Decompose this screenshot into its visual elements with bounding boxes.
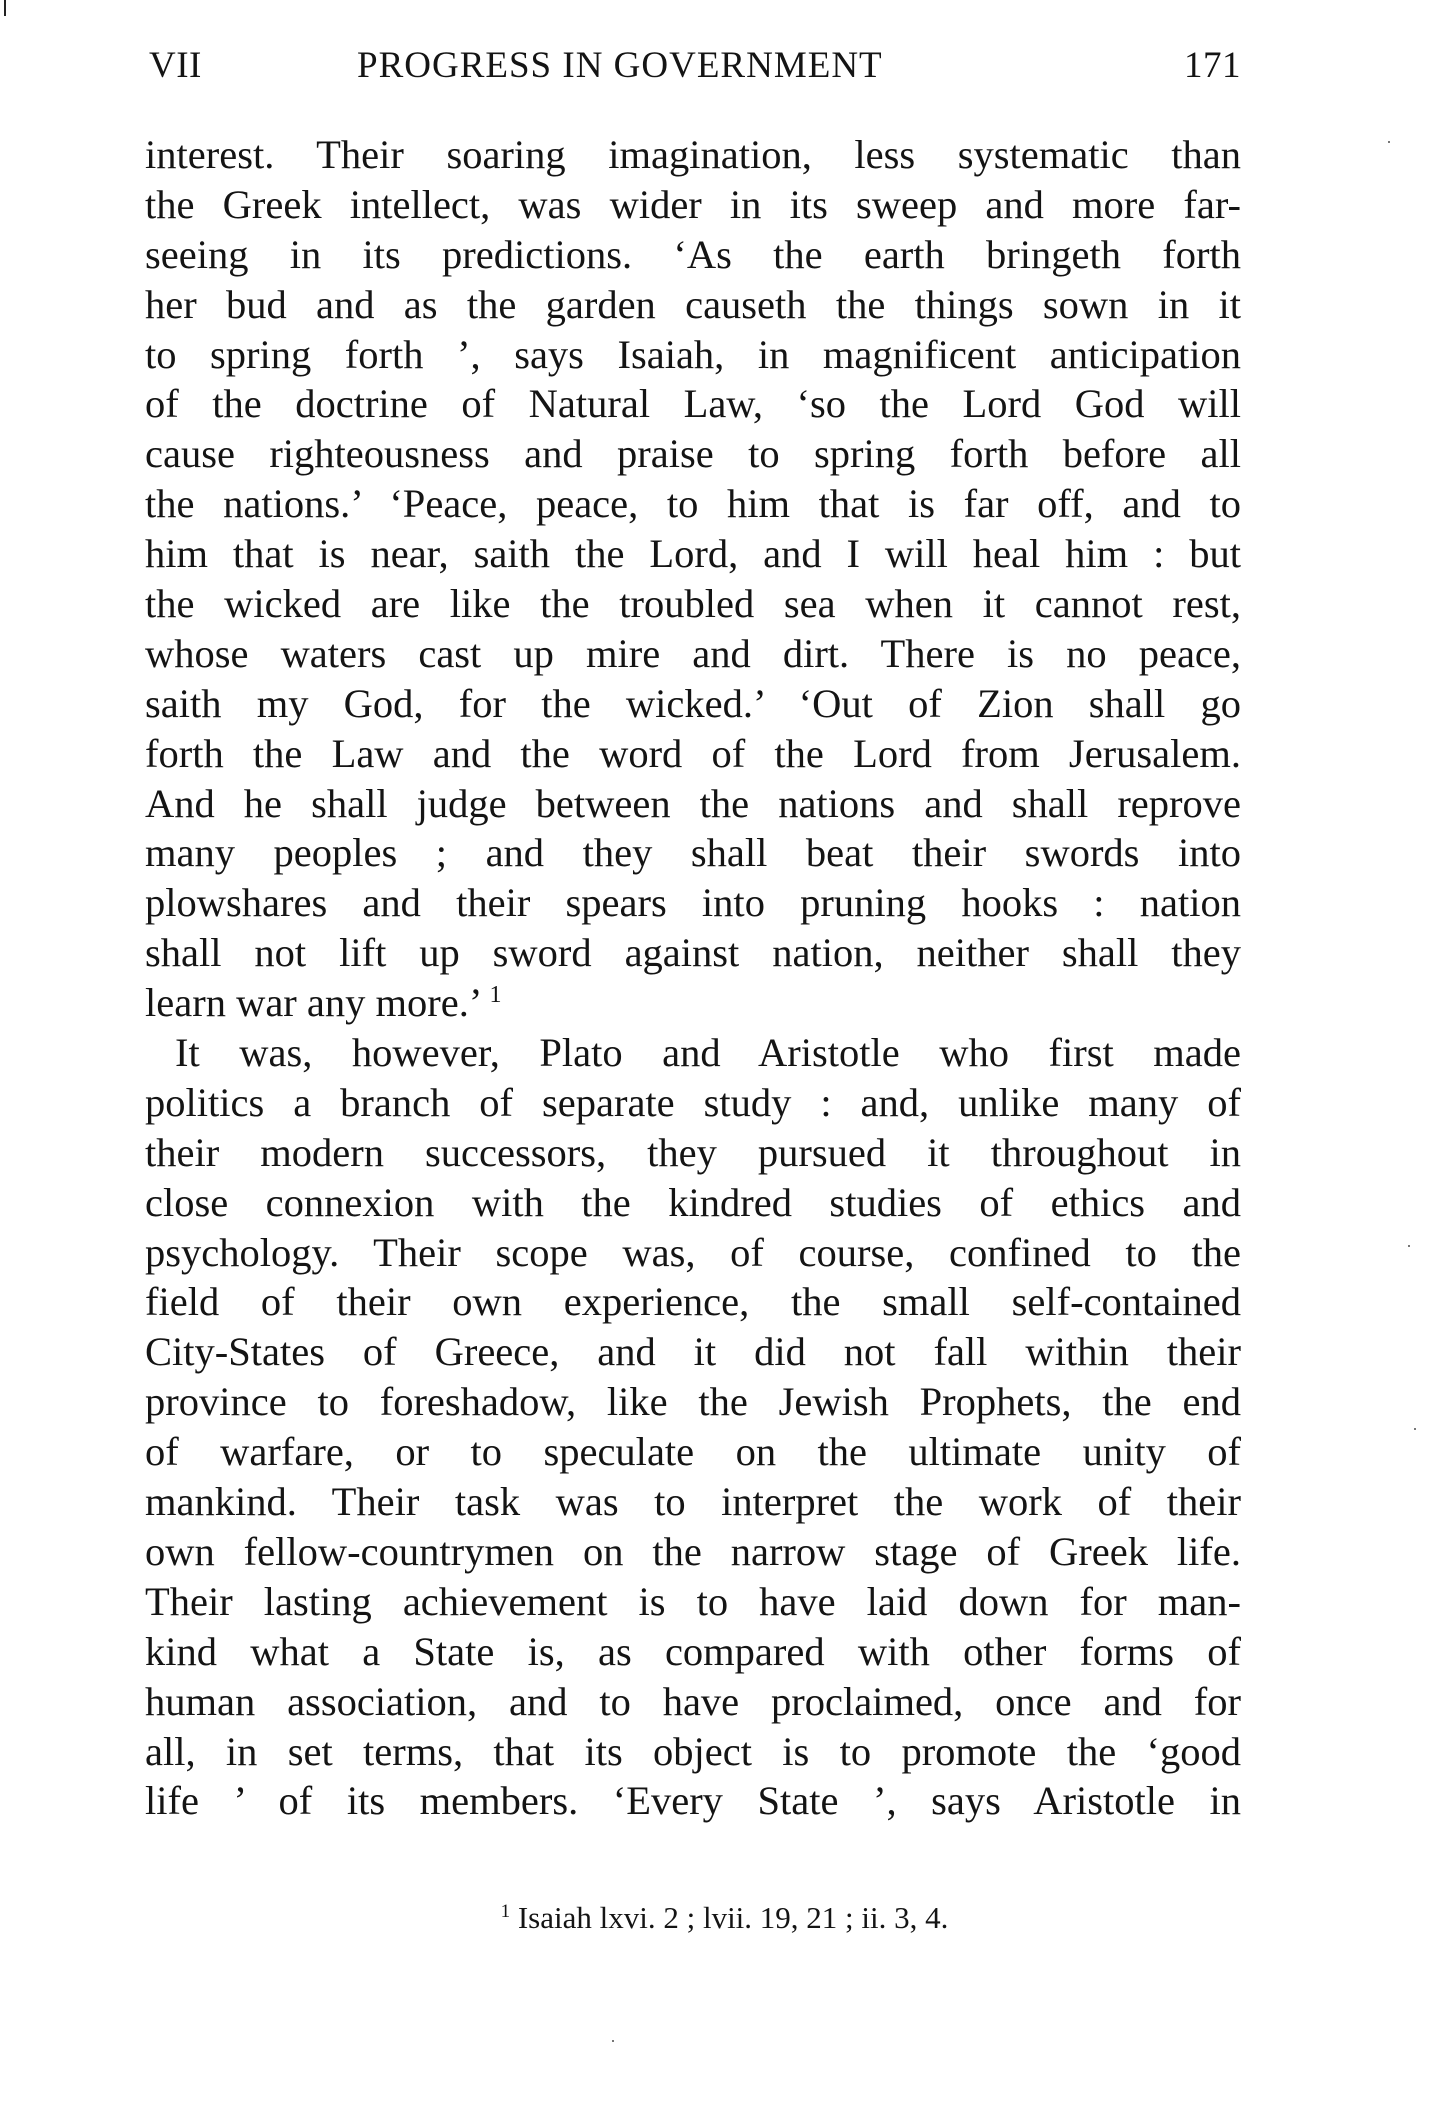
text-line: their modern successors, they pursued it throughout in [145, 1129, 1241, 1175]
text-line: whose waters cast up mire and dirt. There is no peace, [145, 630, 1241, 676]
scan-edge-mark [4, 0, 6, 16]
text-line: shall not lift up sword against nation, neither shall they [145, 930, 1241, 976]
chapter-number: VII [149, 45, 202, 86]
text-line: plowshares and their spears into pruning hooks : nation [145, 880, 1241, 926]
footnote [0, 1898, 1439, 1938]
text-line-content: learn war any more.’ [145, 980, 480, 1026]
text-line: the wicked are like the troubled sea when it cannot rest, [145, 581, 1241, 627]
paragraph-2 [145, 1028, 1241, 1826]
text-line: of the doctrine of Natural Law, ‘so the Lord God will [145, 381, 1241, 427]
text-line: cause righteousness and praise to spring forth before all [145, 431, 1241, 477]
body-text [145, 130, 1241, 1826]
text-line: to spring forth ’, says Isaiah, in magnificent anticipation [145, 331, 1241, 377]
text-line: many peoples ; and they shall beat their swords into [145, 830, 1241, 876]
scan-speck [1414, 1428, 1416, 1430]
text-line: the nations.’ ‘Peace, peace, to him that is far off, and to [145, 481, 1241, 527]
scan-speck [1408, 1245, 1410, 1247]
scan-speck [612, 2040, 614, 2042]
text-line: her bud and as the garden causeth the things sown in it [145, 281, 1241, 327]
scan-speck [1388, 141, 1390, 143]
running-title: PROGRESS IN GOVERNMENT [357, 45, 883, 86]
text-line: field of their own experience, the small self-contained [145, 1279, 1241, 1325]
text-line: kind what a State is, as compared with other forms of [145, 1628, 1241, 1674]
text-line: saith my God, for the wicked.’ ‘Out of Zion shall go [145, 680, 1241, 726]
text-line: the Greek intellect, was wider in its sweep and more far- [145, 181, 1241, 227]
footnote-marker: 1 [500, 1901, 511, 1922]
text-line: human association, and to have proclaimed, once and for [145, 1678, 1241, 1724]
page-number: 171 [1184, 45, 1241, 86]
text-line: of warfare, or to speculate on the ultimate unity of [145, 1429, 1241, 1475]
footnote-text: Isaiah lxvi. 2 ; lvii. 19, 21 ; ii. 3, 4. [517, 1900, 949, 1935]
text-line: City-States of Greece, and it did not fall within their [145, 1329, 1241, 1375]
text-line-last [145, 978, 1241, 1028]
paragraph-1 [145, 130, 1241, 1028]
text-line: him that is near, saith the Lord, and I will heal him : but [145, 531, 1241, 577]
text-line: politics a branch of separate study : and, unlike many of [145, 1079, 1241, 1125]
text-line: life ’ of its members. ‘Every State ’, says Aristotle in [145, 1778, 1241, 1824]
footnote-reference[interactable]: 1 [489, 982, 502, 1009]
text-line: mankind. Their task was to interpret the work of their [145, 1479, 1241, 1525]
text-line: close connexion with the kindred studies of ethics and [145, 1179, 1241, 1225]
text-line: seeing in its predictions. ‘As the earth bringeth forth [145, 231, 1241, 277]
text-line: And he shall judge between the nations and shall reprove [145, 780, 1241, 826]
text-line: own fellow-countrymen on the narrow stage of Greek life. [145, 1528, 1241, 1574]
text-line: interest. Their soaring imagination, less systematic than [145, 132, 1241, 177]
text-line: all, in set terms, that its object is to promote the ‘good [145, 1728, 1241, 1774]
text-line: province to foreshadow, like the Jewish Prophets, the end [145, 1379, 1241, 1425]
text-line-first: It was, however, Plato and Aristotle who first made [175, 1030, 1241, 1076]
text-line: forth the Law and the word of the Lord from Jerusalem. [145, 730, 1241, 776]
text-line: psychology. Their scope was, of course, confined to the [145, 1229, 1241, 1275]
running-head [145, 44, 1241, 88]
text-line: Their lasting achievement is to have laid down for man- [145, 1578, 1241, 1624]
